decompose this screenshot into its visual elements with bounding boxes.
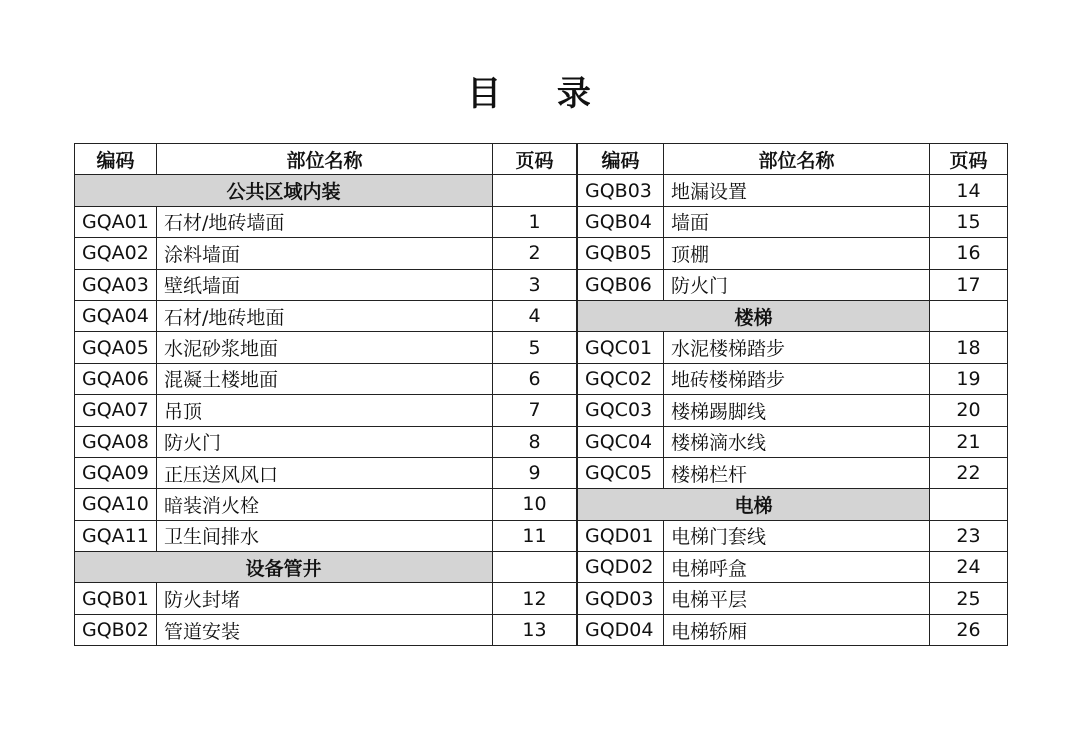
entry-name: 正压送风风口 [157, 457, 493, 488]
entry-code: GQC02 [578, 363, 664, 394]
header-page-right: 页码 [930, 144, 1008, 175]
table-row [75, 238, 1008, 269]
entry-name: 混凝土楼地面 [157, 363, 493, 394]
entry-code: GQB02 [75, 614, 157, 645]
entry-name: 电梯平层 [664, 583, 930, 614]
table-row [75, 489, 1008, 520]
entry-page: 20 [930, 395, 1008, 426]
section-page-empty [930, 489, 1008, 520]
entry-page: 21 [930, 426, 1008, 457]
entry-code: GQA08 [75, 426, 157, 457]
entry-page: 7 [493, 395, 577, 426]
entry-page: 10 [493, 489, 577, 520]
header-code-right: 编码 [578, 144, 664, 175]
section-page-empty [493, 552, 577, 583]
entry-name: 石材/地砖墙面 [157, 206, 493, 237]
entry-name: 管道安装 [157, 614, 493, 645]
entry-code: GQC01 [578, 332, 664, 363]
table-row [75, 395, 1008, 426]
entry-name: 电梯轿厢 [664, 614, 930, 645]
entry-name: 卫生间排水 [157, 520, 493, 551]
entry-name: 楼梯栏杆 [664, 457, 930, 488]
header-code-left: 编码 [75, 144, 157, 175]
entry-name: 吊顶 [157, 395, 493, 426]
entry-page: 24 [930, 552, 1008, 583]
entry-page: 3 [493, 269, 577, 300]
entry-page: 16 [930, 238, 1008, 269]
entry-name: 涂料墙面 [157, 238, 493, 269]
table-row [75, 457, 1008, 488]
toc-body [75, 175, 1008, 646]
entry-page: 2 [493, 238, 577, 269]
entry-page: 13 [493, 614, 577, 645]
section-page-empty [493, 175, 577, 206]
entry-page: 14 [930, 175, 1008, 206]
entry-code: GQA09 [75, 457, 157, 488]
table-row [75, 300, 1008, 331]
table-row [75, 614, 1008, 645]
entry-name: 墙面 [664, 206, 930, 237]
entry-code: GQD03 [578, 583, 664, 614]
entry-code: GQA01 [75, 206, 157, 237]
section-heading: 电梯 [578, 489, 930, 520]
table-row [75, 206, 1008, 237]
entry-code: GQB01 [75, 583, 157, 614]
entry-code: GQA07 [75, 395, 157, 426]
entry-code: GQD01 [578, 520, 664, 551]
entry-page: 22 [930, 457, 1008, 488]
entry-code: GQB06 [578, 269, 664, 300]
entry-code: GQC03 [578, 395, 664, 426]
entry-code: GQA03 [75, 269, 157, 300]
entry-page: 26 [930, 614, 1008, 645]
entry-name: 壁纸墙面 [157, 269, 493, 300]
table-row [75, 269, 1008, 300]
entry-code: GQA10 [75, 489, 157, 520]
entry-code: GQB03 [578, 175, 664, 206]
entry-name: 顶棚 [664, 238, 930, 269]
table-row [75, 552, 1008, 583]
entry-code: GQD02 [578, 552, 664, 583]
entry-code: GQA11 [75, 520, 157, 551]
entry-page: 11 [493, 520, 577, 551]
section-heading: 公共区域内装 [75, 175, 493, 206]
entry-name: 暗装消火栓 [157, 489, 493, 520]
entry-page: 23 [930, 520, 1008, 551]
entry-name: 电梯呼盒 [664, 552, 930, 583]
entry-name: 楼梯踢脚线 [664, 395, 930, 426]
entry-name: 防火封堵 [157, 583, 493, 614]
entry-code: GQB04 [578, 206, 664, 237]
entry-page: 6 [493, 363, 577, 394]
entry-name: 石材/地砖地面 [157, 300, 493, 331]
header-name-left: 部位名称 [157, 144, 493, 175]
entry-code: GQA02 [75, 238, 157, 269]
section-page-empty [930, 300, 1008, 331]
entry-code: GQA04 [75, 300, 157, 331]
entry-name: 电梯门套线 [664, 520, 930, 551]
entry-page: 25 [930, 583, 1008, 614]
entry-page: 19 [930, 363, 1008, 394]
table-row [75, 583, 1008, 614]
header-page-left: 页码 [493, 144, 577, 175]
table-row [75, 363, 1008, 394]
entry-name: 水泥楼梯踏步 [664, 332, 930, 363]
entry-name: 地漏设置 [664, 175, 930, 206]
entry-page: 5 [493, 332, 577, 363]
entry-code: GQC04 [578, 426, 664, 457]
entry-page: 17 [930, 269, 1008, 300]
entry-page: 18 [930, 332, 1008, 363]
entry-code: GQD04 [578, 614, 664, 645]
entry-name: 防火门 [157, 426, 493, 457]
entry-page: 1 [493, 206, 577, 237]
entry-code: GQB05 [578, 238, 664, 269]
entry-name: 防火门 [664, 269, 930, 300]
entry-name: 水泥砂浆地面 [157, 332, 493, 363]
table-row [75, 332, 1008, 363]
entry-page: 15 [930, 206, 1008, 237]
section-heading: 楼梯 [578, 300, 930, 331]
table-row [75, 175, 1008, 206]
table-row [75, 426, 1008, 457]
section-heading: 设备管井 [75, 552, 493, 583]
table-row [75, 520, 1008, 551]
entry-page: 4 [493, 300, 577, 331]
page-title: 目 录 [467, 74, 613, 114]
header-name-right: 部位名称 [664, 144, 930, 175]
toc-table [74, 143, 1008, 646]
entry-page: 9 [493, 457, 577, 488]
table-header-row [75, 144, 1008, 175]
entry-page: 8 [493, 426, 577, 457]
entry-page: 12 [493, 583, 577, 614]
entry-code: GQA05 [75, 332, 157, 363]
entry-code: GQC05 [578, 457, 664, 488]
entry-name: 楼梯滴水线 [664, 426, 930, 457]
entry-code: GQA06 [75, 363, 157, 394]
entry-name: 地砖楼梯踏步 [664, 363, 930, 394]
